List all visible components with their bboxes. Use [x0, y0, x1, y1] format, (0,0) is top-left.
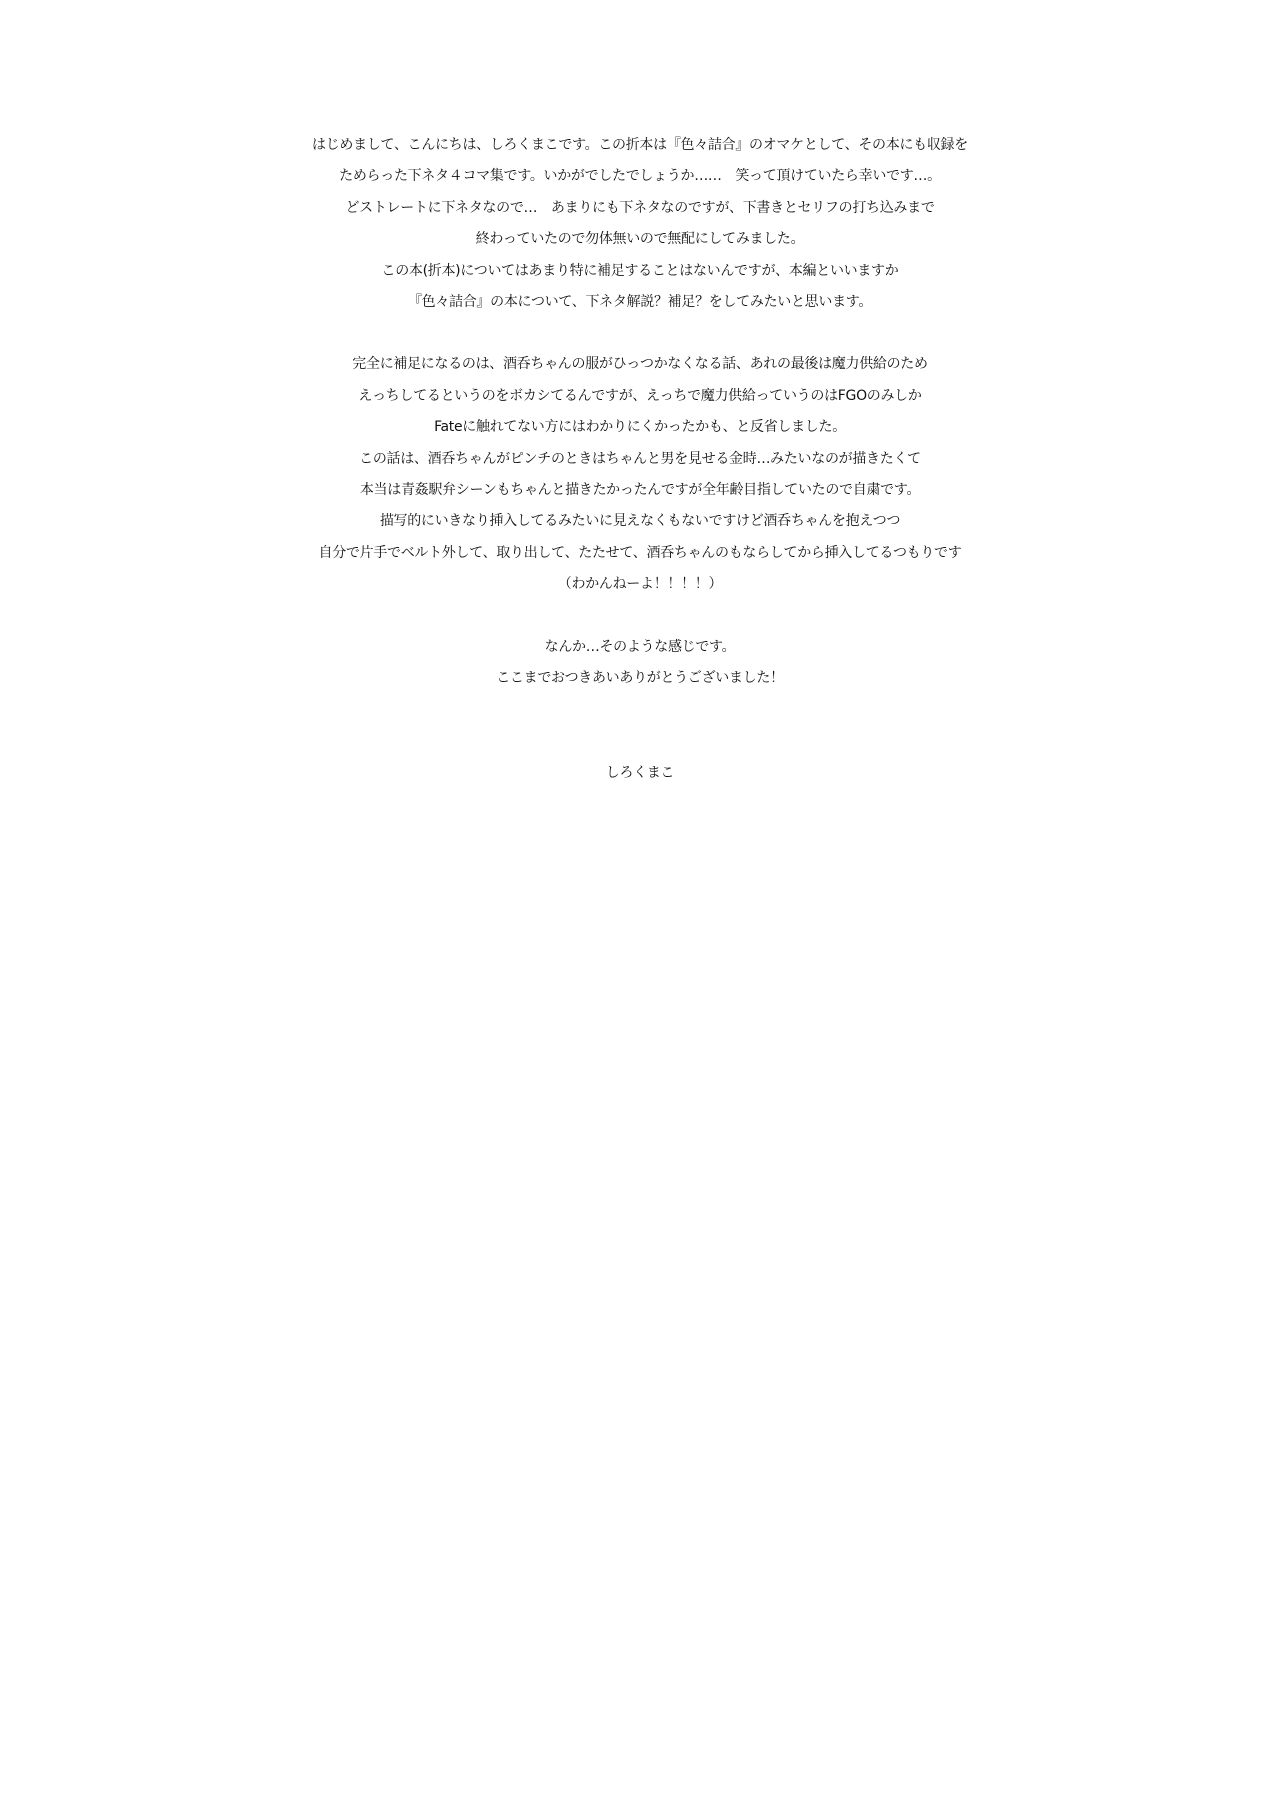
text-line: なんか…そのような感じです。: [544, 638, 736, 655]
text-line: どストレートに下ネタなので… あまりにも下ネタなのですが、下書きとセリフの打ち込みまで: [345, 199, 935, 216]
text-line: （わかんねーよ！！！！）: [557, 576, 723, 593]
author-name: しろくまこ: [605, 764, 675, 781]
text-line: 完全に補足になるのは、酒呑ちゃんの服がひっつかなくなる話、あれの最後は魔力供給のため: [352, 356, 928, 373]
text-line: ここまでおつきあいありがとうございました！: [496, 670, 784, 687]
paragraph-intro: [0, 130, 1280, 318]
text-line: えっちしてるというのをボカシてるんですが、えっちで魔力供給っていうのはFGOのみしか: [358, 387, 922, 404]
text-line: 描写的にいきなり挿入してるみたいに見えなくもないですけど酒呑ちゃんを抱えつつ: [379, 513, 901, 530]
paragraph-supplement: [0, 349, 1280, 600]
paragraph-spacer: [0, 601, 1280, 632]
text-line: ためらった下ネタ４コマ集です。いかがでしたでしょうか…… 笑って頂けていたら幸いです…。: [339, 168, 941, 185]
text-line: この本(折本)についてはあまり特に補足することはないんですが、本編といいますか: [381, 262, 899, 279]
paragraph-closing: [0, 632, 1280, 695]
paragraph-spacer: [0, 695, 1280, 758]
author-signature: [0, 758, 1280, 789]
text-line: 自分で片手でベルト外して、取り出して、たたせて、酒呑ちゃんのもならしてから挿入してるつもりです: [318, 544, 962, 561]
text-line: はじめまして、こんにちは、しろくまこです。この折本は『色々詰合』のオマケとして、その本にも収録を: [312, 137, 968, 153]
paragraph-spacer: [0, 318, 1280, 349]
text-line: Fateに触れてない方にはわかりにくかったかも、と反省しました。: [434, 419, 846, 436]
afterword-text: [0, 130, 1280, 789]
text-line: 終わっていたので勿体無いので無配にしてみました。: [475, 231, 805, 248]
text-line: 『色々詰合』の本について、下ネタ解説？補足？をしてみたいと思います。: [407, 294, 873, 311]
text-line: この話は、酒呑ちゃんがピンチのときはちゃんと男を見せる金時…みたいなのが描きたくて: [359, 450, 921, 467]
text-line: 本当は青姦駅弁シーンもちゃんと描きたかったんですが全年齢目指していたので自粛です。: [359, 482, 921, 499]
